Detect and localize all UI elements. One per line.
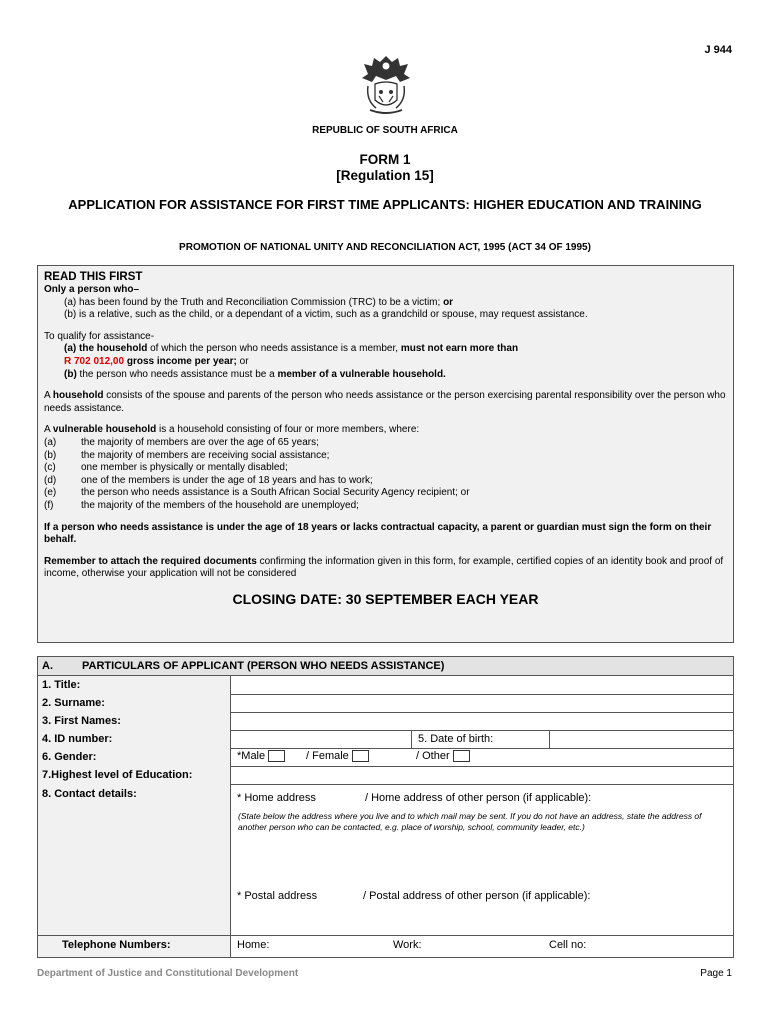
home-address-label: * Home address (237, 792, 316, 804)
coat-of-arms-icon (358, 52, 414, 118)
qualify-a-or: or (236, 355, 249, 367)
criteria-b: (b) is a relative, such as the child, or a dependant of a victim, such as a grandchild or spouse, may request assistance. (64, 309, 588, 321)
list-item (44, 500, 727, 513)
education-field[interactable] (231, 767, 733, 784)
list-item-letter: (a) (44, 436, 57, 448)
postal-address-other-label: / Postal address of other person (if applicable): (363, 890, 591, 902)
telephone-label: Telephone Numbers: (62, 939, 171, 951)
contact-details-label: 8. Contact details: (42, 788, 137, 800)
qualify-text: To qualify for assistance- (44, 330, 155, 342)
read-first-title: READ THIS FIRST (44, 271, 143, 283)
list-item-text: the majority of members are receiving social assistance; (81, 449, 330, 461)
cell-phone-label: Cell no: (549, 939, 587, 951)
list-item-letter: (e) (44, 487, 57, 499)
qualify-a-cont (44, 356, 727, 369)
vulnerable-term: vulnerable household (52, 424, 157, 436)
title-label: 1. Title: (42, 679, 81, 691)
qualify-a (44, 343, 727, 356)
criteria-a-text: (a) has been found by the Truth and Reconciliation Commission (TRC) to be a victim; (64, 296, 444, 308)
home-address-field[interactable] (231, 845, 733, 889)
date-of-birth-label: 5. Date of birth: (418, 733, 494, 745)
guardian-notice: If a person who needs assistance is under the age of 18 years or lacks contractual capacity, a parent or guardian must sign the form on their behalf. (44, 521, 712, 546)
section-number: A. (42, 660, 53, 672)
work-phone-label: Work: (393, 939, 422, 951)
vulnerable-definition (44, 424, 727, 437)
qualify-b-text: the person who needs assistance must be a (76, 368, 278, 380)
list-item-letter: (b) (44, 449, 57, 461)
row-divider (230, 784, 733, 785)
list-item-letter: (f) (44, 499, 54, 511)
female-checkbox[interactable] (352, 750, 369, 762)
household-pre: A (44, 390, 53, 402)
act-reference: PROMOTION OF NATIONAL UNITY AND RECONCILIATION ACT, 1995 (ACT 34 OF 1995) (179, 242, 591, 253)
list-item-letter: (c) (44, 462, 56, 474)
form-heading (0, 152, 770, 184)
first-names-label: 3. First Names: (42, 715, 121, 727)
other-checkbox[interactable] (453, 750, 470, 762)
dob-divider-left (411, 730, 412, 748)
male-checkbox[interactable] (268, 750, 285, 762)
surname-label: 2. Surname: (42, 697, 105, 709)
gender-other (416, 750, 470, 762)
female-label: / Female (306, 750, 349, 762)
qualify-a-limit: must not earn more than (400, 343, 519, 355)
list-item (44, 462, 727, 475)
criteria-a (44, 297, 727, 310)
row-divider (230, 748, 733, 749)
postal-address-field[interactable] (231, 907, 733, 934)
read-this-first-box (37, 265, 734, 643)
household-text: consists of the spouse and parents of the person who needs assistance or the person exercising parental responsibility over the person who needs assistance. (44, 390, 726, 414)
other-label: / Other (416, 750, 450, 762)
row-divider (38, 935, 733, 936)
document-reference: J 944 (704, 44, 732, 56)
section-a-header (38, 657, 733, 676)
list-item (44, 475, 727, 488)
footer-department: Department of Justice and Constitutional Development (37, 968, 299, 979)
household-term: household (52, 390, 104, 402)
vulnerable-pre: A (44, 424, 53, 436)
vulnerable-text: is a household consisting of four or more members, where: (156, 424, 420, 436)
qualify-b (44, 369, 727, 382)
page-title: APPLICATION FOR ASSISTANCE FOR FIRST TIME APPLICANTS: HIGHER EDUCATION AND TRAINING (68, 197, 702, 212)
date-of-birth-field[interactable] (550, 731, 733, 748)
remember-text: confirming the information given in this form, for example, certified copies of an identity book and proof of income, otherwise your application will not be considered (44, 555, 724, 580)
closing-date: CLOSING DATE: 30 SEPTEMBER EACH YEAR (232, 590, 539, 607)
postal-address-label: * Postal address (237, 890, 318, 902)
id-number-field[interactable] (231, 731, 411, 748)
form-number: FORM 1 (359, 152, 411, 167)
first-names-field[interactable] (231, 713, 733, 730)
criteria-a-or: or (443, 296, 454, 308)
home-address-other-label: / Home address of other person (if applicable): (365, 792, 592, 804)
section-title: PARTICULARS OF APPLICANT (PERSON WHO NEEDS ASSISTANCE) (82, 660, 445, 672)
list-item (44, 450, 727, 463)
male-label: *Male (237, 750, 266, 762)
list-item-text: the person who needs assistance is a South African Social Security Agency recipient; or (81, 487, 470, 499)
list-item-text: the majority of members are over the age of 65 years; (81, 436, 319, 448)
home-phone-label: Home: (237, 939, 270, 951)
surname-field[interactable] (231, 695, 733, 712)
republic-heading: REPUBLIC OF SOUTH AFRICA (312, 125, 458, 136)
education-label: 7.Highest level of Education: (42, 769, 193, 781)
gender-label: 6. Gender: (42, 751, 97, 763)
page-number: Page 1 (700, 968, 732, 979)
list-item (44, 487, 727, 500)
qualify-b-label: (b) (64, 368, 77, 380)
list-item-text: one of the members is under the age of 18 years and has to work; (81, 474, 373, 486)
household-definition (44, 390, 727, 415)
gender-female (306, 750, 369, 762)
list-item-text: the majority of the members of the household are unemployed; (81, 499, 359, 511)
gender-male (237, 750, 285, 762)
qualify-b-bold: member of a vulnerable household. (277, 368, 446, 380)
remember-notice (44, 556, 727, 581)
remember-bold: Remember to attach the required documents (44, 555, 257, 567)
list-item-text: one member is physically or mentally disabled; (81, 462, 288, 474)
vulnerable-list (44, 437, 727, 513)
address-note: (State below the address where you live and to which mail may be sent. If you do not have an address, state the address of another person who can be contacted, e.g. place of worship, school, community leader, etc.) (238, 811, 702, 832)
only-person-text: Only a person who– (44, 284, 140, 295)
regulation: [Regulation 15] (336, 168, 434, 183)
qualify-a-gross: gross income per year; (124, 355, 237, 367)
id-number-label: 4. ID number: (42, 733, 113, 745)
qualify-a-label: (a) the household (64, 343, 148, 355)
income-limit-amount: R 702 012,00 (64, 355, 125, 367)
section-a-table (37, 656, 734, 958)
title-field[interactable] (231, 677, 733, 694)
list-item (44, 437, 727, 450)
list-item-letter: (d) (44, 474, 57, 486)
qualify-a-text: of which the person who needs assistance is a member, (147, 343, 401, 355)
